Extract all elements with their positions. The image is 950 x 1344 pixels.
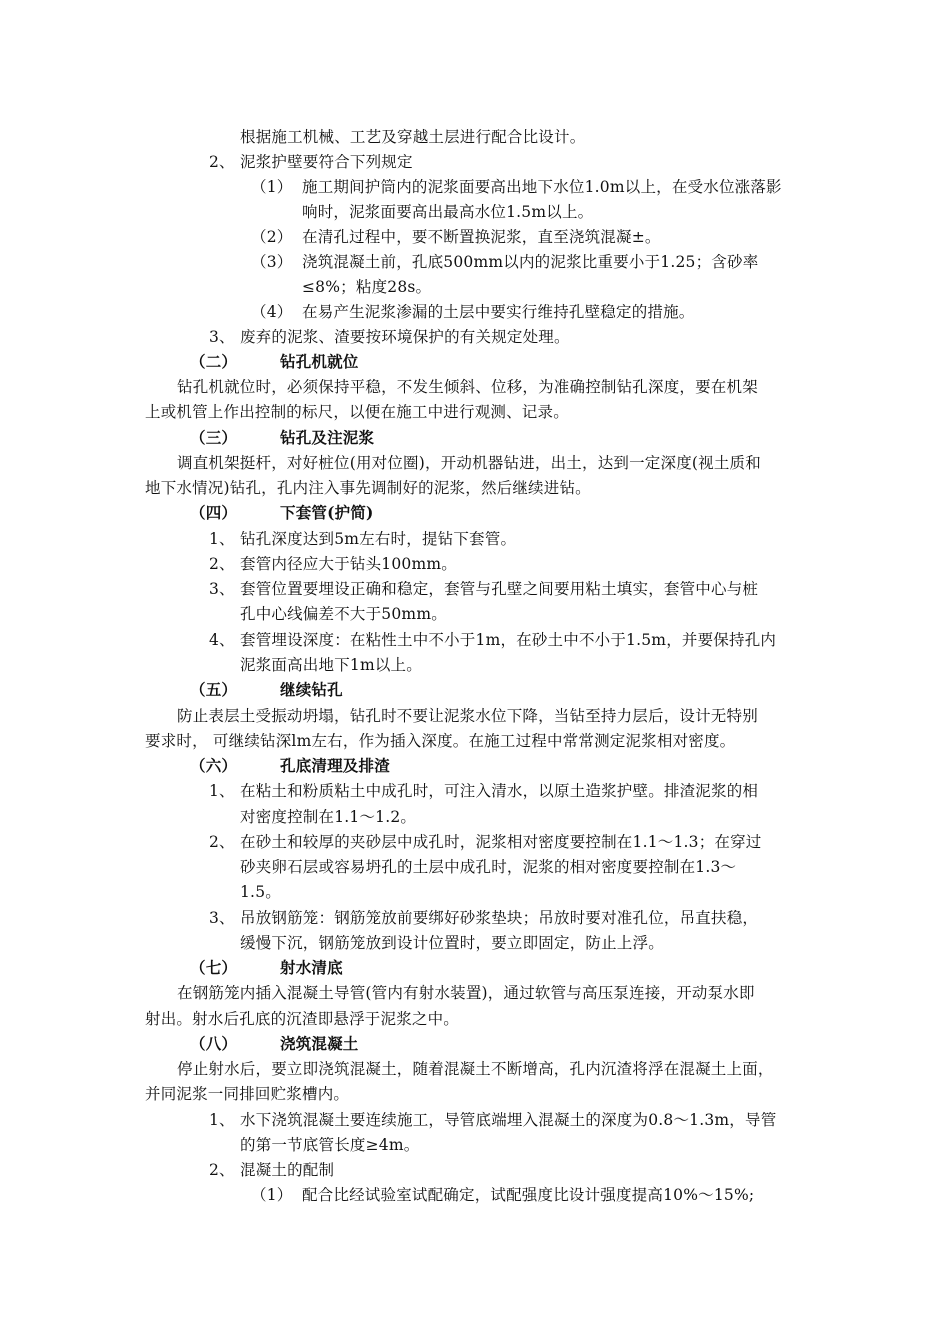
text-line: 套管内径应大于钻头100mm。 <box>240 555 457 573</box>
text-line: 钻孔机就位时，必须保持平稳，不发生倾斜、位移，为准确控制钻孔深度，要在机架 <box>177 378 758 396</box>
text-line: 地下水情况)钻孔，孔内注入事先调制好的泥浆，然后继续进钻。 <box>145 479 591 497</box>
sub-list-number: （3） <box>251 253 293 271</box>
list-number: 3、 <box>209 328 235 346</box>
text-line: 调直机架挺杆，对好桩位(用对位圈)，开动机器钻进，出土，达到一定深度(视土质和 <box>177 454 761 472</box>
text-line: 泥浆面高出地下1m以上。 <box>240 656 422 674</box>
section-heading: 钻孔及注泥浆 <box>280 428 375 447</box>
text-line: ≤8%；粘度28s。 <box>302 278 432 296</box>
section-number: （八） <box>190 1034 238 1053</box>
text-line: 防止表层土受振动坍塌，钻孔时不要让泥浆水位下降，当钻至持力层后，设计无特别 <box>177 707 758 725</box>
section-heading: 继续钻孔 <box>280 680 343 699</box>
section-number: （五） <box>190 680 238 699</box>
text-line: 在清孔过程中，要不断置换泥浆，直至浇筑混凝±。 <box>302 228 661 246</box>
text-line: 上或机管上作出控制的标尺，以便在施工中进行观测、记录。 <box>145 403 569 421</box>
section-heading: 下套管(护简) <box>280 503 374 522</box>
text-line: 在粘土和粉质粘土中成孔时，可注入清水，以原土造浆护壁。排渣泥浆的相 <box>240 782 759 800</box>
text-line: 浇筑混凝土前，孔底500mm以内的泥浆比重要小于1.25；含砂率 <box>302 253 759 271</box>
text-line: 缓慢下沉，钢筋笼放到设计位置时，要立即固定，防止上浮。 <box>240 934 664 952</box>
text-line: 钻孔深度达到5m左右时，提钻下套管。 <box>240 530 517 548</box>
text-line: 并同泥浆一同排回贮浆槽内。 <box>145 1085 350 1103</box>
text-line: 响时，泥浆面要高出最高水位1.5m以上。 <box>302 203 594 221</box>
list-number: 3、 <box>209 580 235 598</box>
sub-list-number: （2） <box>251 228 293 246</box>
section-heading: 孔底清理及排渣 <box>280 756 390 775</box>
sub-list-number: （4） <box>251 303 293 321</box>
sub-list-number: （1） <box>251 1186 293 1204</box>
text-line: 在易产生泥浆渗漏的土层中要实行维持孔壁稳定的措施。 <box>302 303 695 321</box>
section-heading: 浇筑混凝土 <box>280 1034 359 1053</box>
text-line: 套管位置要埋设正确和稳定，套管与孔壁之间要用粘土填实，套管中心与桩 <box>240 580 759 598</box>
sub-list-number: （1） <box>251 178 293 196</box>
text-line: 吊放钢筋笼：钢筋笼放前要绑好砂浆垫块；吊放时要对准孔位，吊直扶稳， <box>240 909 759 927</box>
section-heading: 射水清底 <box>280 958 343 977</box>
list-number: 1、 <box>209 1111 235 1129</box>
text-line: 孔中心线偏差不大于50mm。 <box>240 605 447 623</box>
list-number: 1、 <box>209 530 235 548</box>
text-line: 混凝土的配制 <box>240 1161 335 1179</box>
section-number: （四） <box>190 503 238 522</box>
list-number: 1、 <box>209 782 235 800</box>
list-number: 2、 <box>209 833 235 851</box>
text-line: 砂夹卵石层或容易坍孔的土层中成孔时，泥浆的相对密度要控制在1.3～ <box>240 858 737 876</box>
text-line: 射出。射水后孔底的沉渣即悬浮于泥浆之中。 <box>145 1010 460 1028</box>
text-line: 废弃的泥浆、渣要按环境保护的有关规定处理。 <box>240 328 570 346</box>
text-line: 在钢筋笼内插入混凝土导管(管内有射水装置)，通过软管与高压泵连接，开动泵水即 <box>177 984 755 1002</box>
section-heading: 钻孔机就位 <box>280 352 359 371</box>
text-line: 根据施工机械、工艺及穿越土层进行配合比设计。 <box>240 128 586 146</box>
text-line: 套管埋设深度：在粘性土中不小于1m，在砂土中不小于1.5m，并要保持孔内 <box>240 631 777 649</box>
text-line: 停止射水后，要立即浇筑混凝土，随着混凝土不断增高，孔内沉渣将浮在混凝土上面， <box>177 1060 774 1078</box>
text-line: 要求时， 可继续钻深lm左右，作为插入深度。在施工过程中常常测定泥浆相对密度。 <box>145 732 736 750</box>
list-number: 3、 <box>209 909 235 927</box>
text-line: 1.5。 <box>240 883 281 901</box>
text-line: 在砂土和较厚的夹砂层中成孔时，泥浆相对密度要控制在1.1～1.3；在穿过 <box>240 833 762 851</box>
text-line: 的第一节底管长度≥4m。 <box>240 1136 420 1154</box>
section-number: （七） <box>190 958 238 977</box>
section-number: （二） <box>190 352 238 371</box>
text-line: 配合比经试验室试配确定，试配强度比设计强度提高10%～15%; <box>302 1186 755 1204</box>
text-line: 对密度控制在1.1～1.2。 <box>240 808 417 826</box>
text-line: 施工期间护筒内的泥浆面要高出地下水位1.0m以上，在受水位涨落影 <box>302 178 782 196</box>
text-line: 水下浇筑混凝土要连续施工，导管底端埋入混凝土的深度为0.8～1.3m，导管 <box>240 1111 777 1129</box>
section-number: （六） <box>190 756 238 775</box>
section-number: （三） <box>190 428 238 447</box>
text-line: 泥浆护壁要符合下列规定 <box>240 153 413 171</box>
list-number: 4、 <box>209 631 235 649</box>
list-number: 2、 <box>209 1161 235 1179</box>
list-number: 2、 <box>209 153 235 171</box>
list-number: 2、 <box>209 555 235 573</box>
